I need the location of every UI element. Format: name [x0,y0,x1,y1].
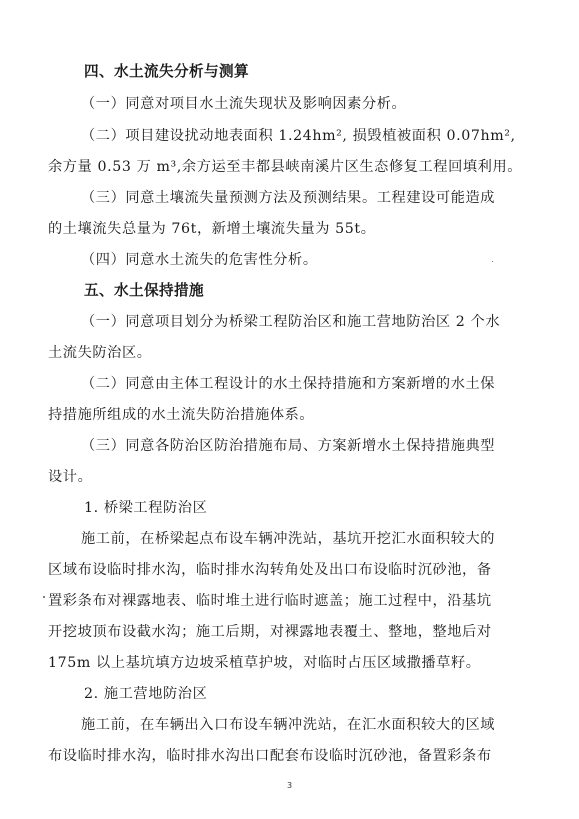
section-5-heading: 五、水土保持措施 [84,282,204,299]
section-4-heading: 四、水土流失分析与测算 [84,63,249,80]
scan-speck [492,261,493,262]
section-4-item-2-line-2: 余方量 0.53 万 m³,余方运至丰都县峡南溪片区生态修复工程回填利用。 [48,159,523,175]
scan-speck [43,596,45,598]
subsection-1-heading: 1. 桥梁工程防治区 [84,500,208,516]
section-5-item-3-line-2: 设计。 [48,469,93,485]
section-5-item-2-line-1: （二）同意由主体工程设计的水土保持措施和方案新增的水土保 [81,376,496,392]
section-4-item-2-line-1: （二）项目建设扰动地表面积 1.24hm², 损毁植被面积 0.07hm², [81,128,516,144]
page-number: 3 [286,781,293,790]
subsection-1-line-3: 置彩条布对裸露地表、临时堆土进行临时遮盖；施工过程中，沿基坑 [48,593,492,609]
section-4-item-4: （四）同意水土流失的危害性分析。 [81,252,318,268]
subsection-1-line-1: 施工前，在桥梁起点布设车辆冲洗站，基坑开挖汇水面积较大的 [81,531,496,547]
subsection-2-line-1: 施工前，在车辆出入口布设车辆冲洗站，在汇水面积较大的区域 [81,717,496,733]
subsection-2-line-2: 布设临时排水沟，临时排水沟出口配套布设临时沉砂池，备置彩条布 [48,748,492,764]
section-4-item-3-line-1: （三）同意土壤流失量预测方法及预测结果。工程建设可能造成 [81,190,496,206]
section-4-item-3-line-2: 的土壤流失总量为 76t，新增土壤流失量为 55t。 [48,221,376,237]
subsection-1-line-4: 开挖坡顶布设截水沟；施工后期，对裸露地表覆土、整地，整地后对 [48,624,492,640]
section-5-item-2-line-2: 持措施所组成的水土流失防治措施体系。 [48,407,315,423]
section-5-item-1-line-2: 土流失防治区。 [48,345,152,361]
section-5-item-1-line-1: （一）同意项目划分为桥梁工程防治区和施工营地防治区 2 个水 [81,314,501,330]
section-4-item-1: （一）同意对项目水土流失现状及影响因素分析。 [81,96,407,112]
subsection-1-line-2: 区域布设临时排水沟，临时排水沟转角处及出口布设临时沉砂池，备 [48,562,492,578]
section-5-item-3-line-1: （三）同意各防治区防治措施布局、方案新增水土保持措施典型 [81,438,496,454]
subsection-1-line-5: 175m 以上基坑填方边坡采植草护坡，对临时占压区域撒播草籽。 [48,655,481,671]
subsection-2-heading: 2. 施工营地防治区 [84,686,208,702]
